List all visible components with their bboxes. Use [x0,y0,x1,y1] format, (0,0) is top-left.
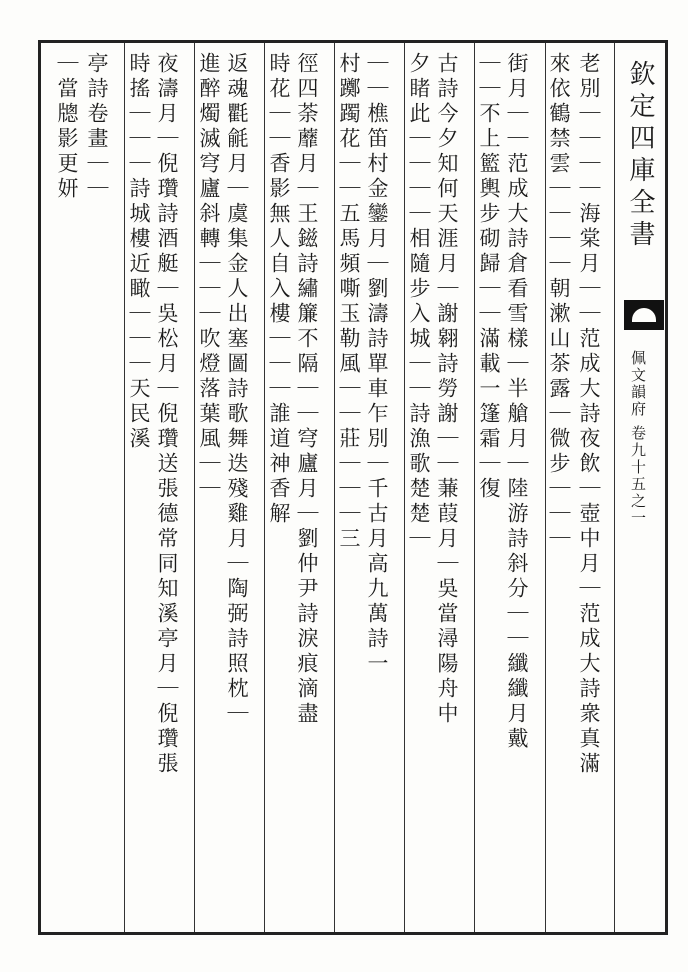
text-column-8: 村躑躅花｜｜五馬頻嘶玉勒風｜｜莊｜｜｜三 [337,52,361,552]
text-column-13: 夜濤月｜倪瓚詩酒艇｜吳松月｜倪瓚送張德常同知溪亭月｜倪瓚張 [155,52,179,777]
text-column-15: 亭詩卷畫｜｜ [85,52,109,202]
text-column-12: 進醉燭滅穹廬斜轉｜｜｜吹燈落葉風｜｜ [197,52,221,502]
text-column-16: ｜當牕影更妍 [55,52,79,202]
column-rule [124,43,125,932]
column-rule [545,43,546,932]
volume-label [628,350,649,527]
volume-number: 卷九十五之一 [629,424,647,527]
text-column-14: 時搖｜｜｜詩城樓近瞰｜｜｜天民溪 [127,52,151,452]
text-column-4: ｜｜不上籃輿步砌歸｜｜滿載一篷霜｜復 [477,52,501,502]
text-column-3: 街月｜｜范成大詩倉看雪樣｜半艙月｜陸游詩斜分｜｜纖纖月戴 [505,52,529,752]
fish-tail-mark [624,300,664,330]
column-rule [194,43,195,932]
text-column-9: 徑四荼蘼月｜王鎡詩繡簾不隔｜｜穹廬月｜劉仲尹詩淚痕滴盡 [295,52,319,727]
text-column-6: 夕睹此｜｜｜｜相隨步入城｜｜詩漁歌楚楚｜ [407,52,431,552]
text-column-11: 返魂氍毹月｜虞集金人出塞圖詩歌舞迭殘雞月｜陶弼詩照枕｜ [225,52,249,727]
book-title: 欽定四庫全書 [625,60,655,252]
text-column-7: ｜｜樵笛村金鑾月｜劉濤詩單車乍別｜千古月高九萬詩一 [365,52,389,677]
section-title: 佩文韻府 [629,350,647,418]
column-rule [404,43,405,932]
text-column-5: 古詩今夕知何天涯月｜謝翱詩勞謝｜｜蒹葭月｜吳當潯陽舟中 [435,52,459,727]
text-column-1: 老別｜｜｜｜海棠月｜｜范成大詩夜飲｜壺中月｜范成大詩衆真滿 [577,52,601,777]
column-rule [334,43,335,932]
column-rule [264,43,265,932]
column-rule [474,43,475,932]
text-column-10: 時花｜｜香影無人自入樓｜｜｜誰道神香解 [267,52,291,527]
text-column-2: 來依鶴禁雲｜｜｜｜朝漱山茶露｜微步｜｜｜ [547,52,571,552]
